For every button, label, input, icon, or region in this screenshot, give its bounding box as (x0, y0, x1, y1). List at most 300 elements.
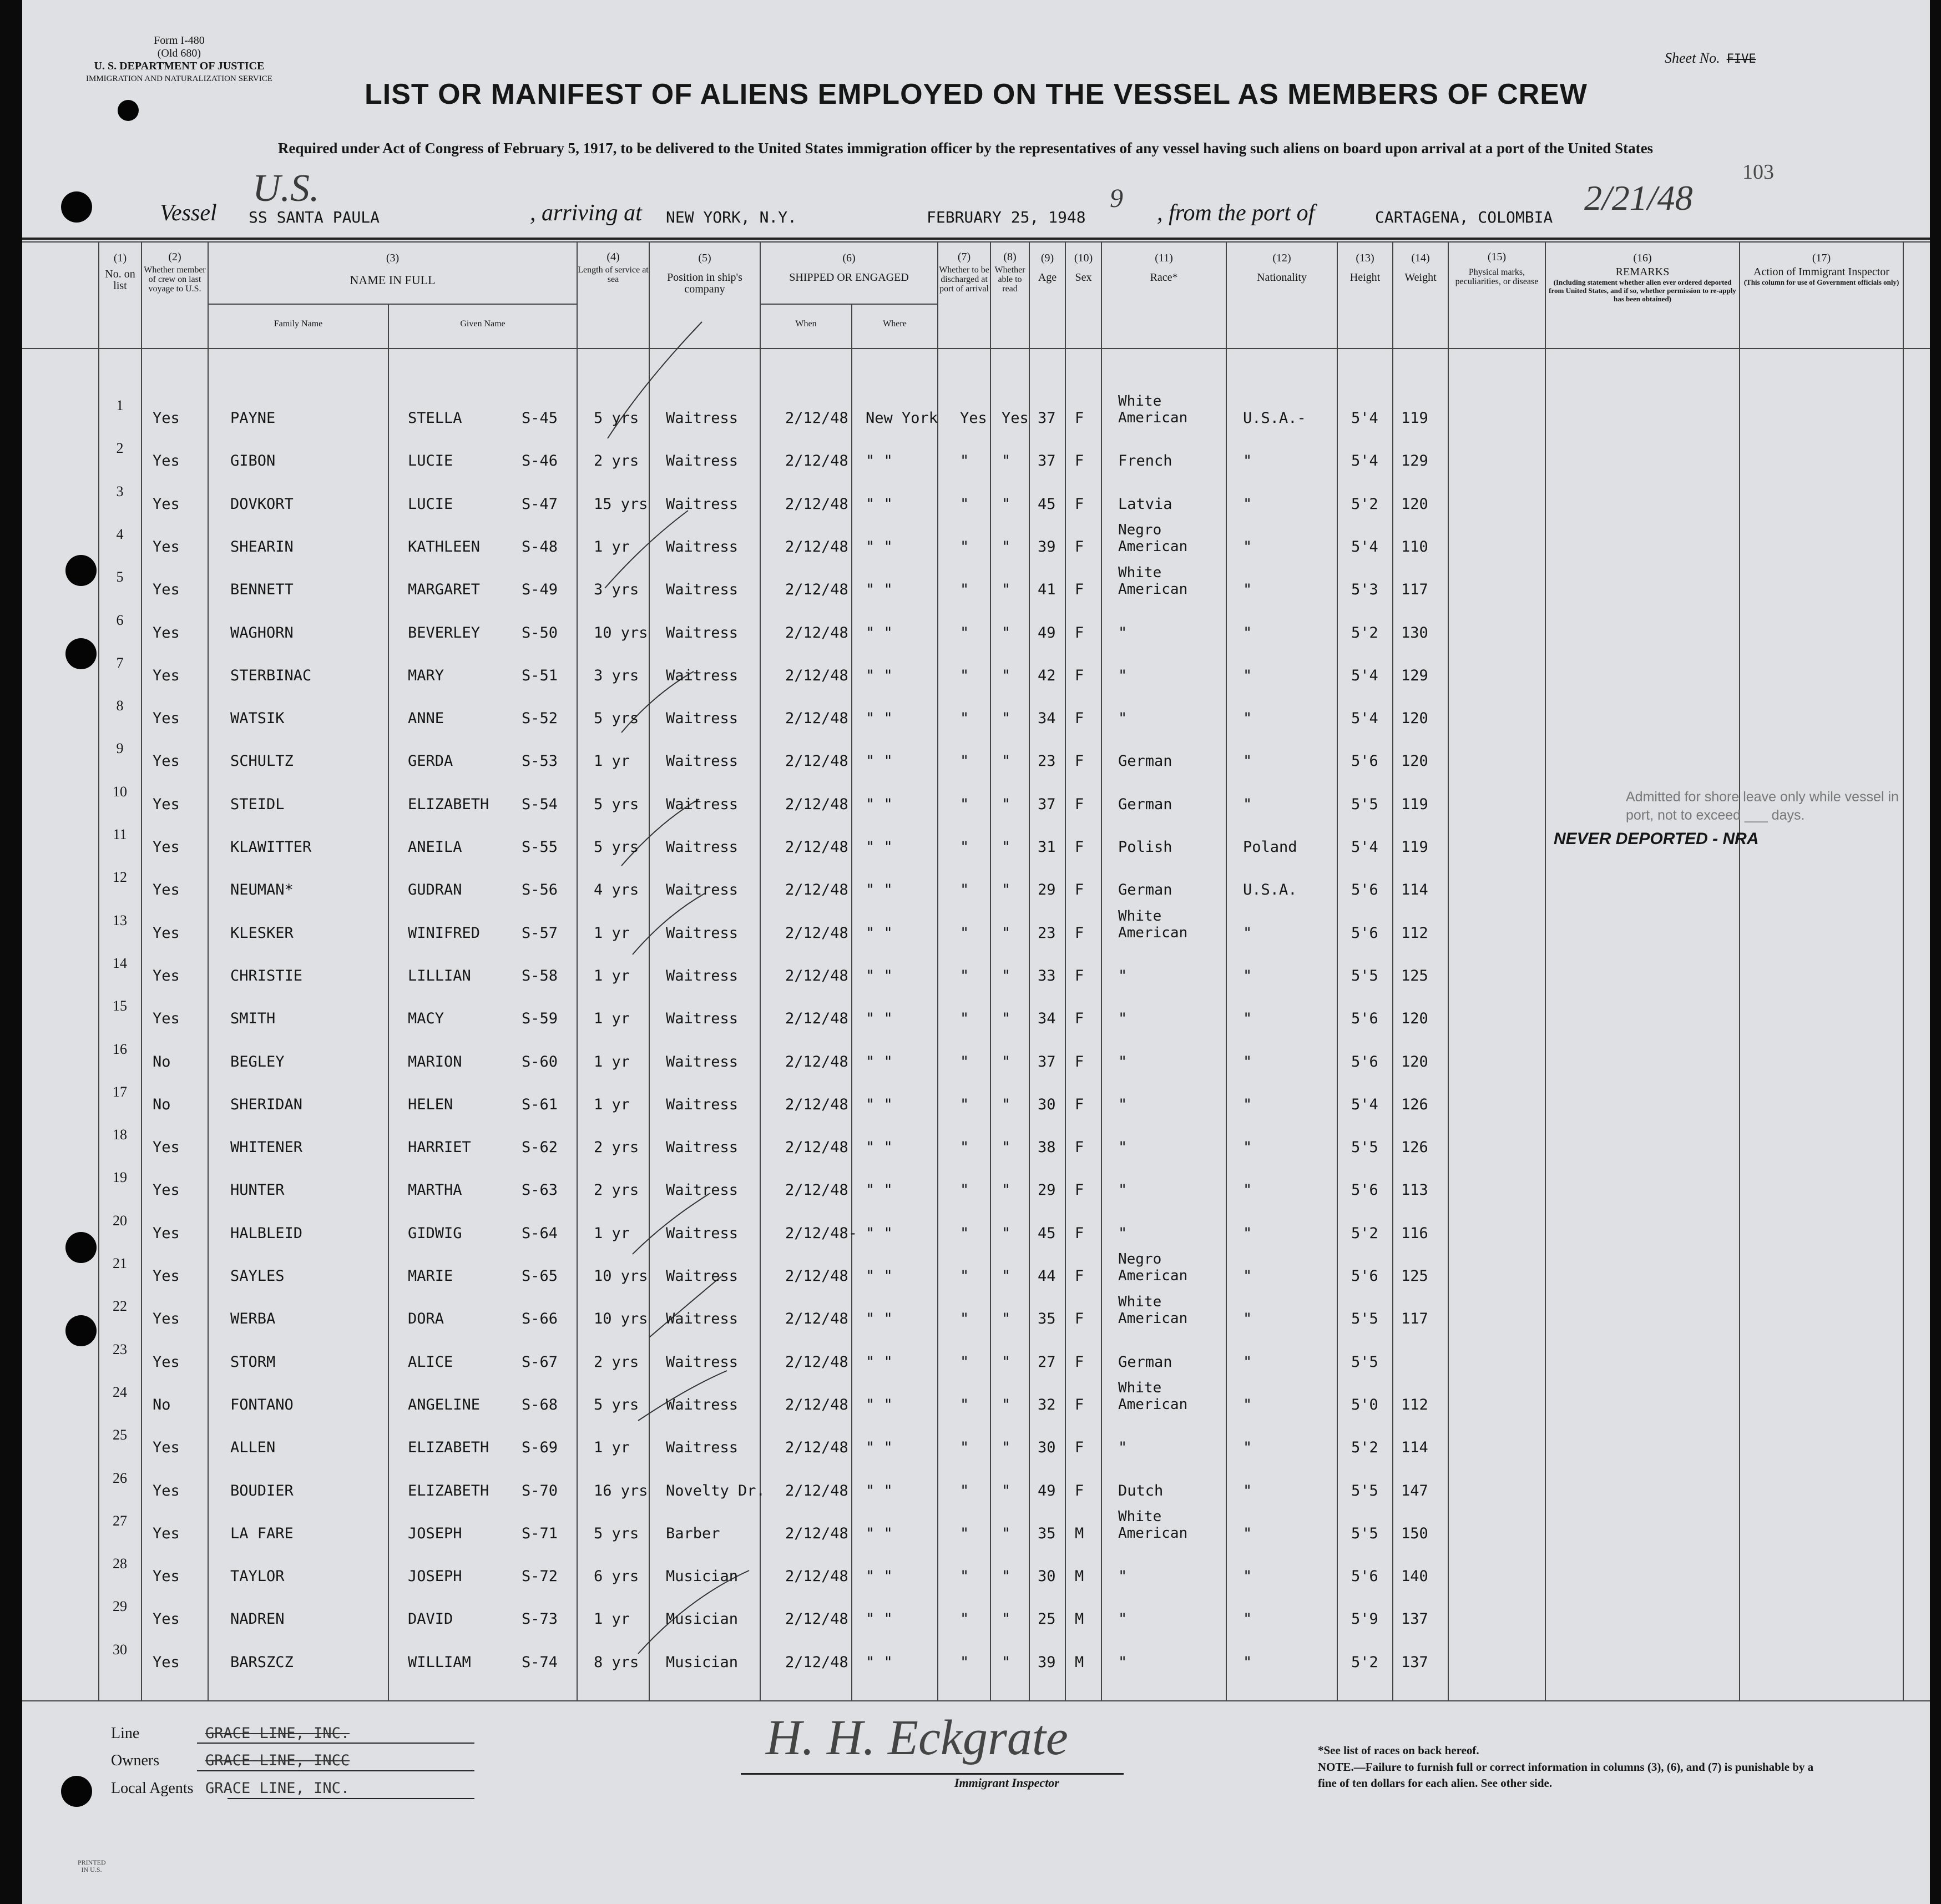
race-cell: " (1118, 1653, 1128, 1671)
shipped-when-cell: 2/12/48 (785, 410, 848, 427)
weight-cell: 117 (1401, 1310, 1428, 1328)
nationality-cell: " (1243, 1396, 1252, 1413)
race-cell: " (1118, 1568, 1128, 1585)
row-number-cell: 14 (113, 954, 127, 971)
age-cell: 49 (1038, 1482, 1056, 1499)
service-name: IMMIGRATION AND NATURALIZATION SERVICE (86, 74, 272, 83)
arrival-date-handwritten: 9 (1110, 184, 1123, 213)
age-cell: 23 (1038, 752, 1056, 770)
position-cell: Waitress (666, 624, 739, 642)
col-header-service: (4) Length of service at sea (578, 251, 649, 284)
able-to-read-cell: " (1002, 1224, 1011, 1242)
given-name-cell: WINIFRED (408, 924, 481, 942)
nationality-cell: " (1243, 1139, 1252, 1156)
arriving-port: NEW YORK, N.Y. (666, 208, 797, 226)
weight-cell: 114 (1401, 881, 1428, 899)
crew-code-cell: S-63 (522, 1181, 558, 1199)
col-header-no: (1) No. on list (105, 252, 135, 292)
inspector-signature: H. H. Eckgrate (766, 1710, 1068, 1765)
given-name-cell: ALICE (408, 1353, 453, 1371)
position-cell: Waitress (666, 1181, 739, 1199)
discharged-cell: " (960, 1482, 969, 1499)
weight-cell: 110 (1401, 538, 1428, 555)
sex-cell: F (1075, 1010, 1084, 1028)
sex-cell: M (1075, 1653, 1084, 1671)
punch-hole (65, 1232, 97, 1263)
nationality-cell: Poland (1243, 839, 1297, 856)
sex-cell: F (1075, 1353, 1084, 1371)
height-cell: 5'4 (1351, 839, 1378, 856)
able-to-read-cell: " (1002, 1310, 1011, 1328)
discharged-cell: " (960, 924, 969, 942)
nationality-cell: " (1243, 795, 1252, 813)
family-name-cell: STORM (230, 1353, 276, 1371)
shipped-where-cell: " " (866, 752, 893, 770)
age-cell: 30 (1038, 1095, 1056, 1113)
age-cell: 39 (1038, 538, 1056, 555)
nationality-cell: " (1243, 1310, 1252, 1328)
position-cell: Waitress (666, 1053, 739, 1070)
age-cell: 32 (1038, 1396, 1056, 1413)
position-cell: Waitress (666, 452, 739, 470)
row-number-cell: 2 (116, 440, 124, 457)
crew-code-cell: S-66 (522, 1310, 558, 1328)
family-name-cell: SAYLES (230, 1267, 285, 1285)
col-header-sex: (10) Sex (1074, 252, 1093, 284)
family-name-cell: SCHULTZ (230, 752, 294, 770)
height-cell: 5'5 (1351, 1482, 1378, 1499)
last-voyage-cell: No (153, 1095, 171, 1113)
weight-cell: 130 (1401, 624, 1428, 642)
height-cell: 5'5 (1351, 1524, 1378, 1542)
discharged-cell: " (960, 581, 969, 599)
age-cell: 37 (1038, 452, 1056, 470)
service-length-cell: 5 yrs (594, 710, 639, 728)
remark-never-deported: NEVER DEPORTED - NRA (1554, 830, 1759, 848)
height-cell: 5'4 (1351, 1095, 1378, 1113)
col-header-shipped: (6) SHIPPED OR ENGAGED (789, 252, 909, 284)
height-cell: 5'2 (1351, 1224, 1378, 1242)
given-name-cell: ANEILA (408, 839, 462, 856)
position-cell: Waitress (666, 1010, 739, 1028)
shipped-where-cell: " " (866, 967, 893, 984)
crew-code-cell: S-70 (522, 1482, 558, 1499)
crew-code-cell: S-67 (522, 1353, 558, 1371)
weight-cell: 112 (1401, 924, 1428, 942)
row-number-cell: 21 (113, 1255, 127, 1271)
position-cell: Musician (666, 1653, 739, 1671)
able-to-read-cell: " (1002, 924, 1011, 942)
nationality-cell: " (1243, 1653, 1252, 1671)
discharged-cell: " (960, 1267, 969, 1285)
given-name-cell: ANNE (408, 710, 444, 728)
able-to-read-cell: " (1002, 1482, 1011, 1499)
col-header-where: Where (883, 319, 907, 329)
crew-code-cell: S-68 (522, 1396, 558, 1413)
able-to-read-cell: " (1002, 495, 1011, 513)
shipped-when-cell: 2/12/48 (785, 1524, 848, 1542)
shipped-when-cell: 2/12/48 (785, 666, 848, 684)
last-voyage-cell: Yes (153, 967, 180, 984)
shipped-where-cell: " " (866, 1181, 893, 1199)
shipped-where-cell: " " (866, 1524, 893, 1542)
service-length-cell: 10 yrs (594, 624, 648, 642)
given-name-cell: GIDWIG (408, 1224, 462, 1242)
weight-cell: 129 (1401, 666, 1428, 684)
given-name-cell: MARY (408, 666, 444, 684)
last-voyage-cell: Yes (153, 666, 180, 684)
position-cell: Waitress (666, 1139, 739, 1156)
nationality-cell: " (1243, 1610, 1252, 1628)
shipped-when-cell: 2/12/48 (785, 881, 848, 899)
able-to-read-cell: " (1002, 1353, 1011, 1371)
sex-cell: F (1075, 1095, 1084, 1113)
shipped-when-cell: 2/12/48 (785, 538, 848, 555)
row-number-cell: 22 (113, 1298, 127, 1315)
weight-cell: 125 (1401, 1267, 1428, 1285)
service-length-cell: 4 yrs (594, 881, 639, 899)
shipped-where-cell: " " (866, 538, 893, 555)
given-name-cell: DORA (408, 1310, 444, 1328)
height-cell: 5'4 (1351, 666, 1378, 684)
family-name-cell: KLAWITTER (230, 839, 312, 856)
able-to-read-cell: " (1002, 624, 1011, 642)
last-voyage-cell: Yes (153, 1353, 180, 1371)
crew-code-cell: S-47 (522, 495, 558, 513)
given-name-cell: ELIZABETH (408, 795, 489, 813)
remark-shore-leave: Admitted for shore leave only while vessel in port, not to exceed ___ days. (1626, 789, 1899, 823)
family-name-cell: WERBA (230, 1310, 276, 1328)
race-cell: White American (1118, 1294, 1188, 1327)
family-name-cell: GIBON (230, 452, 276, 470)
col-header-last-voyage: (2) Whether member of crew on last voyage to U.S. (144, 251, 206, 294)
discharged-cell: " (960, 1353, 969, 1371)
height-cell: 5'6 (1351, 1267, 1378, 1285)
service-length-cell: 1 yr (594, 967, 630, 984)
height-cell: 5'5 (1351, 795, 1378, 813)
height-cell: 5'0 (1351, 1396, 1378, 1413)
crew-code-cell: S-64 (522, 1224, 558, 1242)
form-number: Form I-480 (154, 34, 205, 47)
crew-code-cell: S-73 (522, 1610, 558, 1628)
service-length-cell: 1 yr (594, 1224, 630, 1242)
race-cell: " (1118, 624, 1128, 642)
sex-cell: F (1075, 581, 1084, 599)
from-label: , from the port of (1157, 200, 1315, 226)
shipped-where-cell: " " (866, 1482, 893, 1499)
able-to-read-cell: " (1002, 666, 1011, 684)
shipped-when-cell: 2/12/48 (785, 1610, 848, 1628)
shipped-where-cell: " " (866, 495, 893, 513)
given-name-cell: LUCIE (408, 495, 453, 513)
row-number-cell: 20 (113, 1212, 127, 1229)
race-cell: " (1118, 1610, 1128, 1628)
age-cell: 45 (1038, 495, 1056, 513)
weight-cell: 114 (1401, 1439, 1428, 1457)
sex-cell: F (1075, 710, 1084, 728)
service-length-cell: 10 yrs (594, 1267, 648, 1285)
able-to-read-cell: " (1002, 1610, 1011, 1628)
sex-cell: F (1075, 1053, 1084, 1070)
given-name-cell: GUDRAN (408, 881, 462, 899)
height-cell: 5'5 (1351, 1139, 1378, 1156)
given-name-cell: MACY (408, 1010, 444, 1028)
shipped-when-cell: 2/12/48 (785, 967, 848, 984)
weight-cell: 119 (1401, 839, 1428, 856)
shipped-where-cell: " " (866, 1267, 893, 1285)
last-voyage-cell: Yes (153, 1181, 180, 1199)
shipped-when-cell: 2/12/48 (785, 839, 848, 856)
last-voyage-cell: Yes (153, 1267, 180, 1285)
inspector-label: Immigrant Inspector (954, 1776, 1059, 1790)
race-cell: Dutch (1118, 1482, 1164, 1499)
sex-cell: M (1075, 1610, 1084, 1628)
able-to-read-cell: " (1002, 795, 1011, 813)
line-underline (197, 1743, 474, 1744)
height-cell: 5'2 (1351, 624, 1378, 642)
height-cell: 5'6 (1351, 881, 1378, 899)
shipped-when-cell: 2/12/48- (785, 1224, 858, 1242)
last-voyage-cell: Yes (153, 924, 180, 942)
row-number-cell: 11 (113, 826, 127, 842)
discharged-cell: " (960, 1095, 969, 1113)
shipped-where-cell: " " (866, 1010, 893, 1028)
age-cell: 35 (1038, 1524, 1056, 1542)
given-name-cell: ANGELINE (408, 1396, 481, 1413)
sex-cell: F (1075, 1439, 1084, 1457)
age-cell: 31 (1038, 839, 1056, 856)
weight-cell: 120 (1401, 1010, 1428, 1028)
position-cell: Waitress (666, 967, 739, 984)
position-cell: Waitress (666, 1095, 739, 1113)
last-voyage-cell: Yes (153, 410, 180, 427)
crew-code-cell: S-55 (522, 839, 558, 856)
family-name-cell: BARSZCZ (230, 1653, 294, 1671)
nationality-cell: " (1243, 666, 1252, 684)
shipped-when-cell: 2/12/48 (785, 710, 848, 728)
position-cell: Waitress (666, 1224, 739, 1242)
given-name-cell: LILLIAN (408, 967, 471, 984)
age-cell: 37 (1038, 795, 1056, 813)
service-length-cell: 2 yrs (594, 1181, 639, 1199)
footnote-penalty: NOTE.—Failure to furnish full or correct information in columns (3), (6), and (7) is punishable by a fine of ten dollars for each alien. See other side. (1318, 1760, 1814, 1790)
able-to-read-cell: " (1002, 538, 1011, 555)
able-to-read-cell: " (1002, 1439, 1011, 1457)
local-agents-value: GRACE LINE, INC. (205, 1780, 350, 1797)
weight-cell: 119 (1401, 795, 1428, 813)
discharged-cell: " (960, 538, 969, 555)
race-cell: Polish (1118, 839, 1172, 856)
shipped-where-cell: " " (866, 1095, 893, 1113)
family-name-cell: STERBINAC (230, 666, 312, 684)
discharged-cell: " (960, 1610, 969, 1628)
row-number-cell: 5 (116, 569, 124, 585)
age-cell: 27 (1038, 1353, 1056, 1371)
race-cell: " (1118, 967, 1128, 984)
age-cell: 45 (1038, 1224, 1056, 1242)
arriving-label: , arriving at (530, 200, 642, 226)
service-length-cell: 1 yr (594, 752, 630, 770)
manifest-sheet (22, 0, 1930, 1904)
line-value: GRACE LINE, INC. (205, 1725, 350, 1742)
service-length-cell: 1 yr (594, 1010, 630, 1028)
able-to-read-cell: " (1002, 1396, 1011, 1413)
punch-hole (61, 1776, 92, 1807)
service-length-cell: 8 yrs (594, 1653, 639, 1671)
shipped-when-cell: 2/12/48 (785, 1439, 848, 1457)
nationality-cell: " (1243, 1010, 1252, 1028)
col-header-given-name: Given Name (460, 319, 506, 329)
row-number-cell: 17 (113, 1083, 127, 1100)
weight-cell: 119 (1401, 410, 1428, 427)
given-name-cell: KATHLEEN (408, 538, 481, 555)
row-number-cell: 7 (116, 654, 124, 671)
age-cell: 34 (1038, 710, 1056, 728)
weight-cell: 126 (1401, 1139, 1428, 1156)
position-cell: Waitress (666, 1439, 739, 1457)
col-header-family-name: Family Name (274, 319, 323, 329)
nationality-cell: " (1243, 495, 1252, 513)
family-name-cell: CHRISTIE (230, 967, 303, 984)
age-cell: 38 (1038, 1139, 1056, 1156)
service-length-cell: 1 yr (594, 1095, 630, 1113)
able-to-read-cell: " (1002, 1568, 1011, 1585)
race-cell: White American (1118, 907, 1188, 941)
last-voyage-cell: Yes (153, 624, 180, 642)
shipped-when-cell: 2/12/48 (785, 1010, 848, 1028)
shipped-where-cell: " " (866, 1396, 893, 1413)
crew-code-cell: S-72 (522, 1568, 558, 1585)
shipped-where-cell: " " (866, 881, 893, 899)
crew-code-cell: S-54 (522, 795, 558, 813)
last-voyage-cell: No (153, 1396, 171, 1413)
col-header-race: (11) Race* (1150, 252, 1178, 284)
service-length-cell: 2 yrs (594, 452, 639, 470)
height-cell: 5'4 (1351, 710, 1378, 728)
service-length-cell: 5 yrs (594, 410, 639, 427)
able-to-read-cell: " (1002, 1010, 1011, 1028)
shipped-when-cell: 2/12/48 (785, 752, 848, 770)
sex-cell: F (1075, 924, 1084, 942)
race-cell: German (1118, 752, 1172, 770)
col-header-height: (13) Height (1349, 252, 1381, 284)
height-cell: 5'2 (1351, 1653, 1378, 1671)
punch-hole (65, 555, 97, 586)
last-voyage-cell: Yes (153, 1139, 180, 1156)
sex-cell: F (1075, 410, 1084, 427)
nationality-cell: U.S.A. (1243, 881, 1297, 899)
punch-hole (65, 638, 97, 669)
row-number-cell: 15 (113, 998, 127, 1014)
height-cell: 5'3 (1351, 581, 1378, 599)
race-cell: " (1118, 1053, 1128, 1070)
family-name-cell: NADREN (230, 1610, 285, 1628)
sex-cell: F (1075, 839, 1084, 856)
weight-cell: 150 (1401, 1524, 1428, 1542)
crew-code-cell: S-48 (522, 538, 558, 555)
weight-cell: 137 (1401, 1610, 1428, 1628)
service-length-cell: 5 yrs (594, 1396, 639, 1413)
family-name-cell: SHEARIN (230, 538, 294, 555)
able-to-read-cell: " (1002, 710, 1011, 728)
row-number-cell: 23 (113, 1341, 127, 1357)
able-to-read-cell: " (1002, 1053, 1011, 1070)
service-length-cell: 15 yrs (594, 495, 648, 513)
sex-cell: F (1075, 752, 1084, 770)
height-cell: 5'2 (1351, 495, 1378, 513)
position-cell: Waitress (666, 924, 739, 942)
sex-cell: M (1075, 1524, 1084, 1542)
row-number-cell: 26 (113, 1469, 127, 1486)
shipped-where-cell: New York (866, 410, 938, 427)
row-number-cell: 16 (113, 1041, 127, 1057)
col-header-name: (3) NAME IN FULL (350, 252, 436, 287)
age-cell: 25 (1038, 1610, 1056, 1628)
discharged-cell: " (960, 795, 969, 813)
age-cell: 44 (1038, 1267, 1056, 1285)
nationality-cell: " (1243, 624, 1252, 642)
able-to-read-cell: " (1002, 1524, 1011, 1542)
row-number-cell: 6 (116, 612, 124, 628)
printed-mark: PRINTED IN U.S. (78, 1858, 106, 1873)
age-cell: 29 (1038, 881, 1056, 899)
last-voyage-cell: No (153, 1053, 171, 1070)
race-cell: German (1118, 1353, 1172, 1371)
height-cell: 5'9 (1351, 1610, 1378, 1628)
discharged-cell: " (960, 1224, 969, 1242)
family-name-cell: SMITH (230, 1010, 276, 1028)
position-cell: Waitress (666, 752, 739, 770)
weight-cell: 137 (1401, 1653, 1428, 1671)
race-cell: Negro American (1118, 521, 1188, 555)
service-length-cell: 3 yrs (594, 666, 639, 684)
service-length-cell: 1 yr (594, 1053, 630, 1070)
crew-code-cell: S-61 (522, 1095, 558, 1113)
discharged-cell: " (960, 1524, 969, 1542)
punch-hole (61, 191, 92, 223)
given-name-cell: MARTHA (408, 1181, 462, 1199)
punch-hole (65, 1315, 97, 1346)
family-name-cell: SHERIDAN (230, 1095, 303, 1113)
crew-code-cell: S-49 (522, 581, 558, 599)
shipped-when-cell: 2/12/48 (785, 624, 848, 642)
arrival-date: FEBRUARY 25, 1948 (927, 208, 1086, 226)
shipped-where-cell: " " (866, 839, 893, 856)
service-length-cell: 1 yr (594, 538, 630, 555)
shipped-where-cell: " " (866, 710, 893, 728)
discharged-cell: " (960, 881, 969, 899)
height-cell: 5'6 (1351, 1010, 1378, 1028)
shipped-where-cell: " " (866, 1224, 893, 1242)
shipped-where-cell: " " (866, 1139, 893, 1156)
agents-underline (228, 1798, 474, 1799)
position-cell: Waitress (666, 1267, 739, 1285)
last-voyage-cell: Yes (153, 795, 180, 813)
last-voyage-cell: Yes (153, 710, 180, 728)
row-number-cell: 12 (113, 869, 127, 886)
sex-cell: F (1075, 1267, 1084, 1285)
last-voyage-cell: Yes (153, 538, 180, 555)
family-name-cell: PAYNE (230, 410, 276, 427)
nationality-cell: " (1243, 967, 1252, 984)
shipped-where-cell: " " (866, 924, 893, 942)
race-cell: " (1118, 710, 1128, 728)
shipped-when-cell: 2/12/48 (785, 795, 848, 813)
discharged-cell: " (960, 1181, 969, 1199)
discharged-cell: Yes (960, 410, 987, 427)
service-length-cell: 6 yrs (594, 1568, 639, 1585)
row-number-cell: 4 (116, 526, 124, 542)
